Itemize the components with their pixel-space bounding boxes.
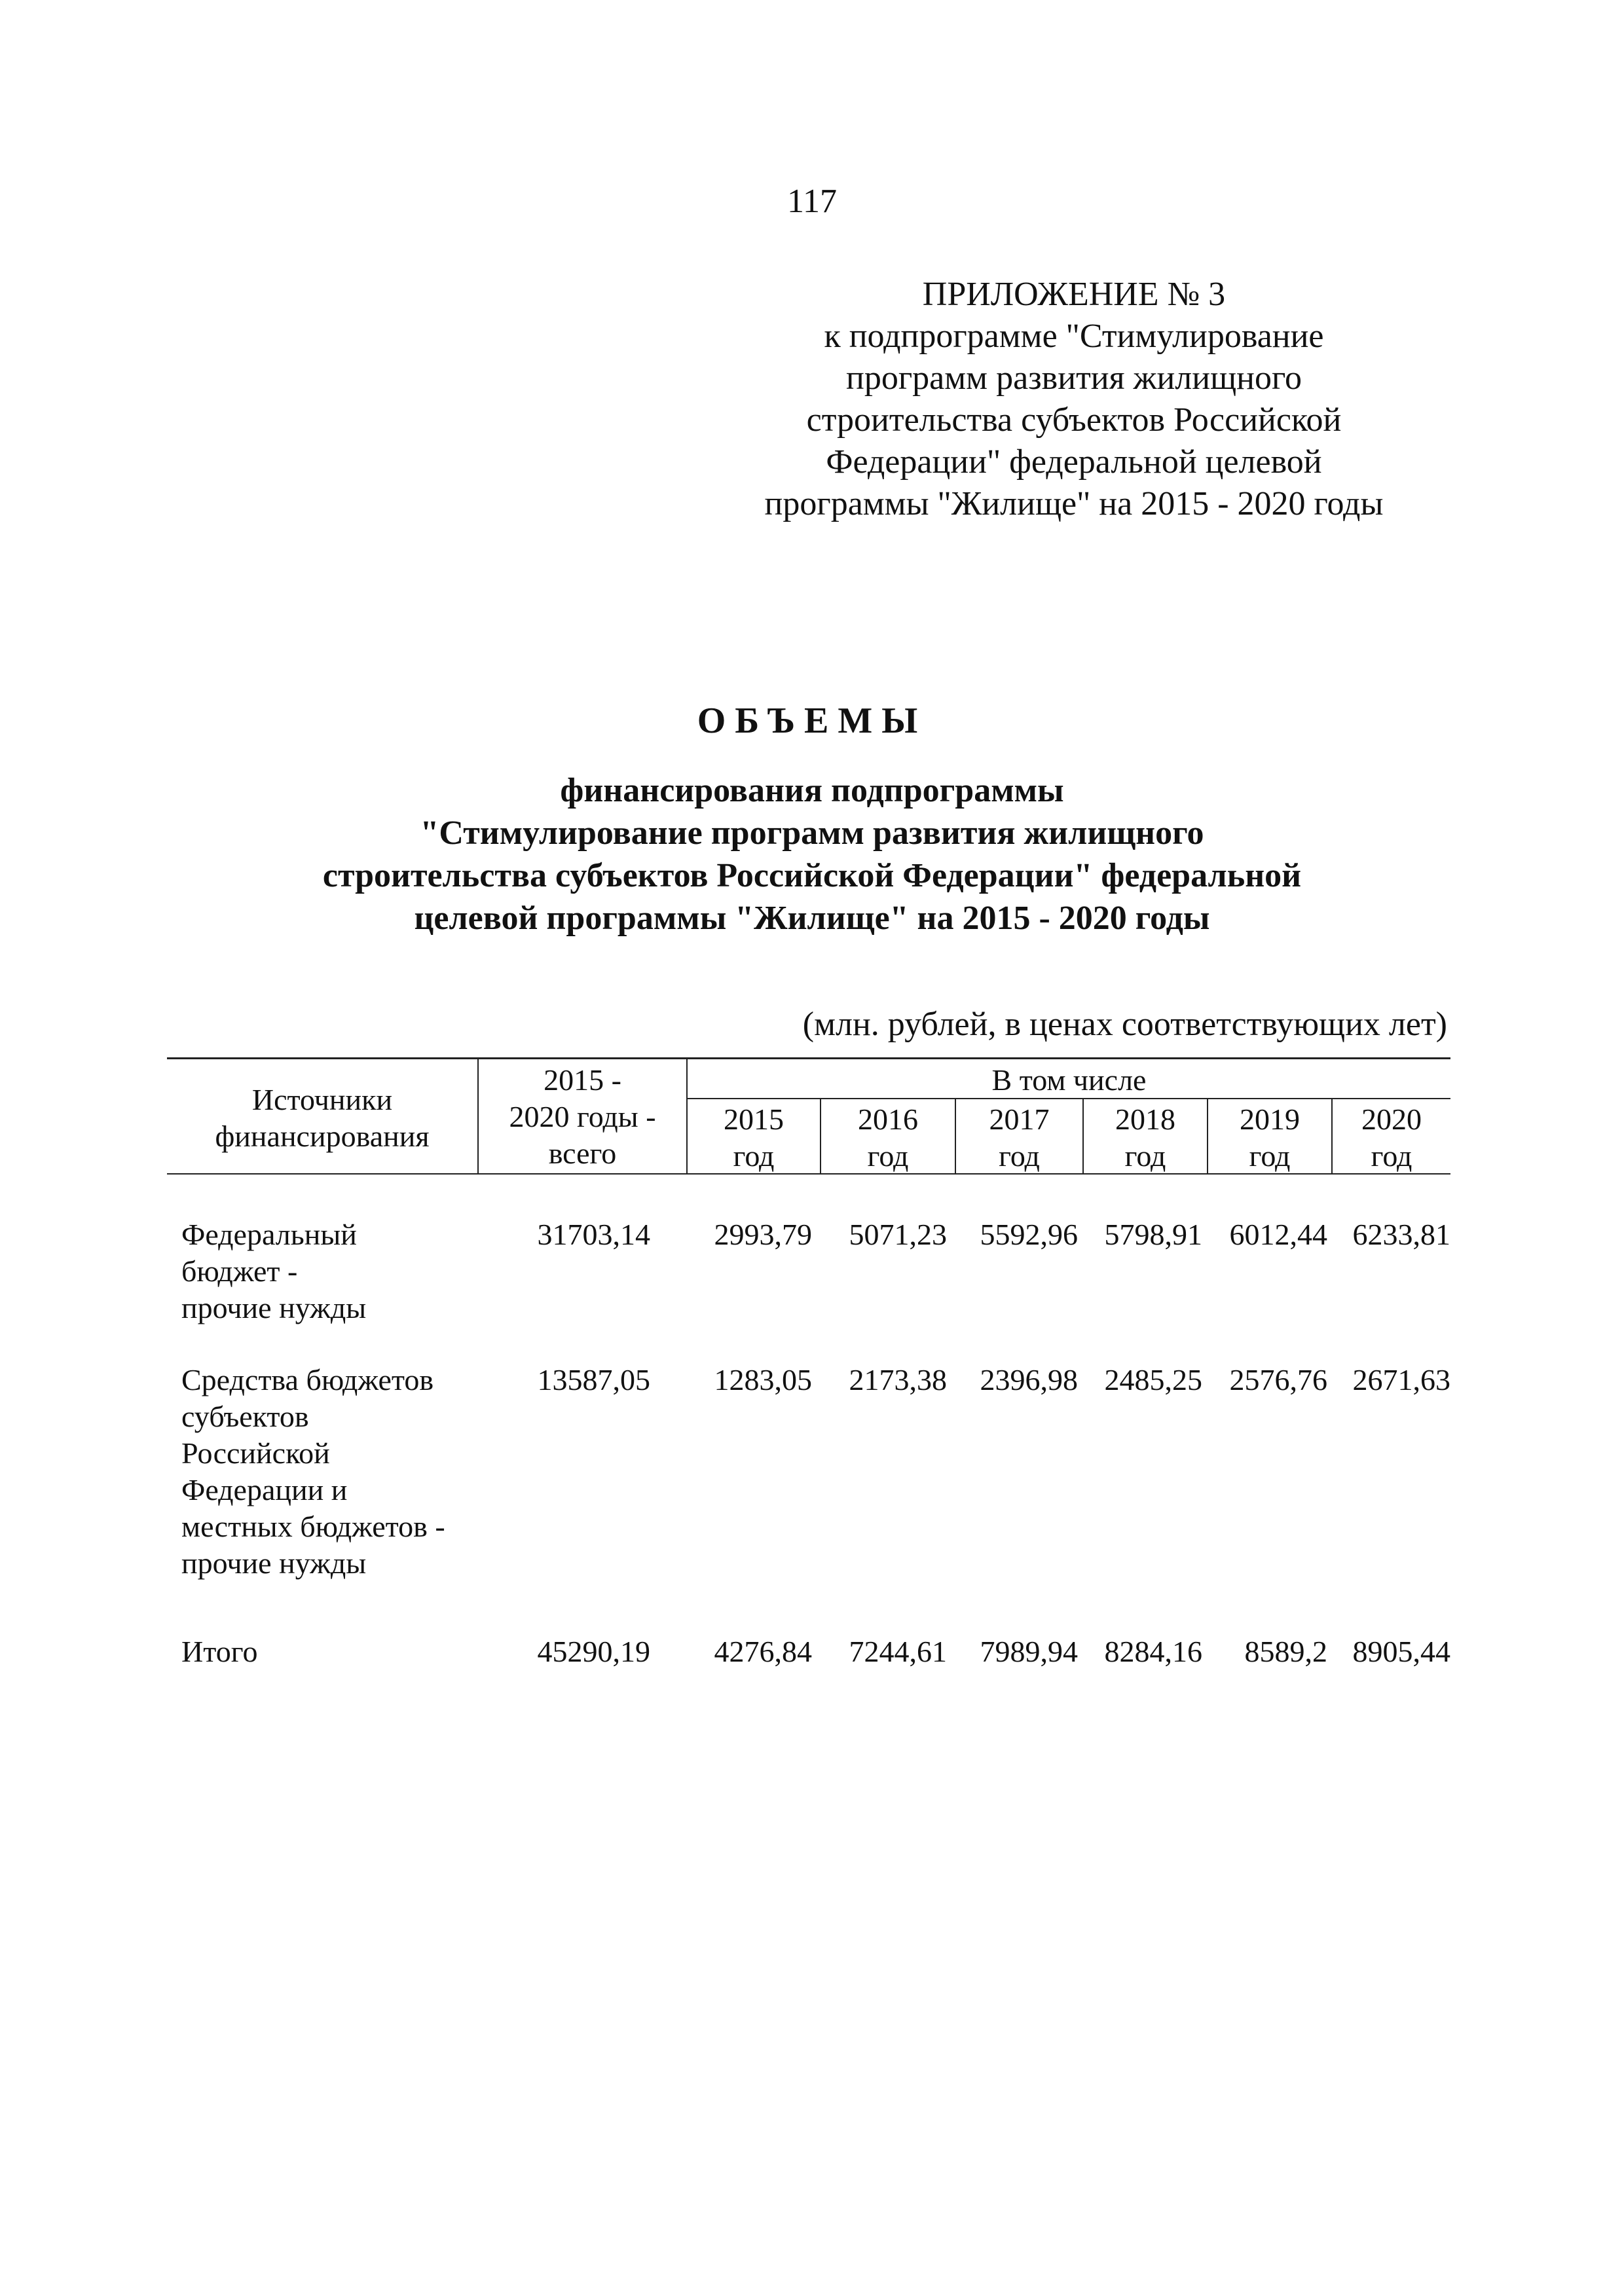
- appendix-line: программы "Жилище" на 2015 - 2020 годы: [764, 485, 1384, 522]
- header-total: 2015 - 2020 годы - всего: [509, 1063, 656, 1170]
- header-year: 2016 год: [858, 1102, 918, 1173]
- row-label: Итого: [181, 1635, 258, 1668]
- units-note: (млн. рублей, в ценах соответствующих лет): [802, 1006, 1447, 1043]
- row-total: 45290,19: [537, 1635, 650, 1668]
- header-year: 2015 год: [724, 1102, 784, 1173]
- row-value: 7244,61: [849, 1635, 947, 1668]
- row-value: 6233,81: [1352, 1218, 1450, 1251]
- appendix-title: ПРИЛОЖЕНИЕ № 3: [922, 276, 1226, 313]
- row-value: 4276,84: [714, 1635, 812, 1668]
- subtitle-line: строительства субъектов Российской Федерации" федеральной: [322, 857, 1302, 894]
- appendix-line: программ развития жилищного: [846, 359, 1302, 397]
- row-label: Федеральный бюджет - прочие нужды: [181, 1218, 367, 1324]
- row-value: 5592,96: [980, 1218, 1078, 1251]
- subtitle-line: "Стимулирование программ развития жилищного: [420, 814, 1204, 852]
- header-year: 2018 год: [1115, 1102, 1175, 1173]
- row-value: 2485,25: [1104, 1363, 1202, 1396]
- row-total: 13587,05: [537, 1363, 650, 1396]
- page-number: 117: [786, 183, 838, 220]
- document-title: ОБЪЕМЫ: [697, 701, 927, 741]
- row-value: 1283,05: [714, 1363, 812, 1396]
- row-value: 2173,38: [849, 1363, 947, 1396]
- header-year: 2017 год: [989, 1102, 1050, 1173]
- row-value: 2396,98: [980, 1363, 1078, 1396]
- row-value: 2993,79: [714, 1218, 812, 1251]
- row-value: 2576,76: [1229, 1363, 1327, 1396]
- row-value: 8589,2: [1244, 1635, 1327, 1668]
- appendix-line: строительства субъектов Российской: [806, 401, 1342, 439]
- row-value: 7989,94: [980, 1635, 1078, 1668]
- appendix-line: Федерации" федеральной целевой: [826, 443, 1322, 481]
- subtitle-line: целевой программы "Жилище" на 2015 - 2020 годы: [414, 900, 1210, 937]
- subtitle-line: финансирования подпрограммы: [560, 772, 1064, 809]
- header-source: Источники финансирования: [215, 1083, 430, 1153]
- row-value: 8284,16: [1104, 1635, 1202, 1668]
- row-value: 6012,44: [1229, 1218, 1327, 1251]
- header-group: В том числе: [991, 1063, 1147, 1097]
- appendix-line: к подпрограмме "Стимулирование: [824, 318, 1324, 355]
- row-total: 31703,14: [537, 1218, 650, 1251]
- header-year: 2019 год: [1240, 1102, 1300, 1173]
- row-value: 8905,44: [1352, 1635, 1450, 1668]
- row-value: 5071,23: [849, 1218, 947, 1251]
- row-value: 5798,91: [1104, 1218, 1202, 1251]
- row-value: 2671,63: [1352, 1363, 1450, 1396]
- row-label: Средства бюджетов субъектов Российской Федерации и местных бюджетов - прочие нужды: [181, 1363, 445, 1580]
- table-top-border: [167, 1057, 1450, 1059]
- header-year: 2020 год: [1361, 1102, 1422, 1173]
